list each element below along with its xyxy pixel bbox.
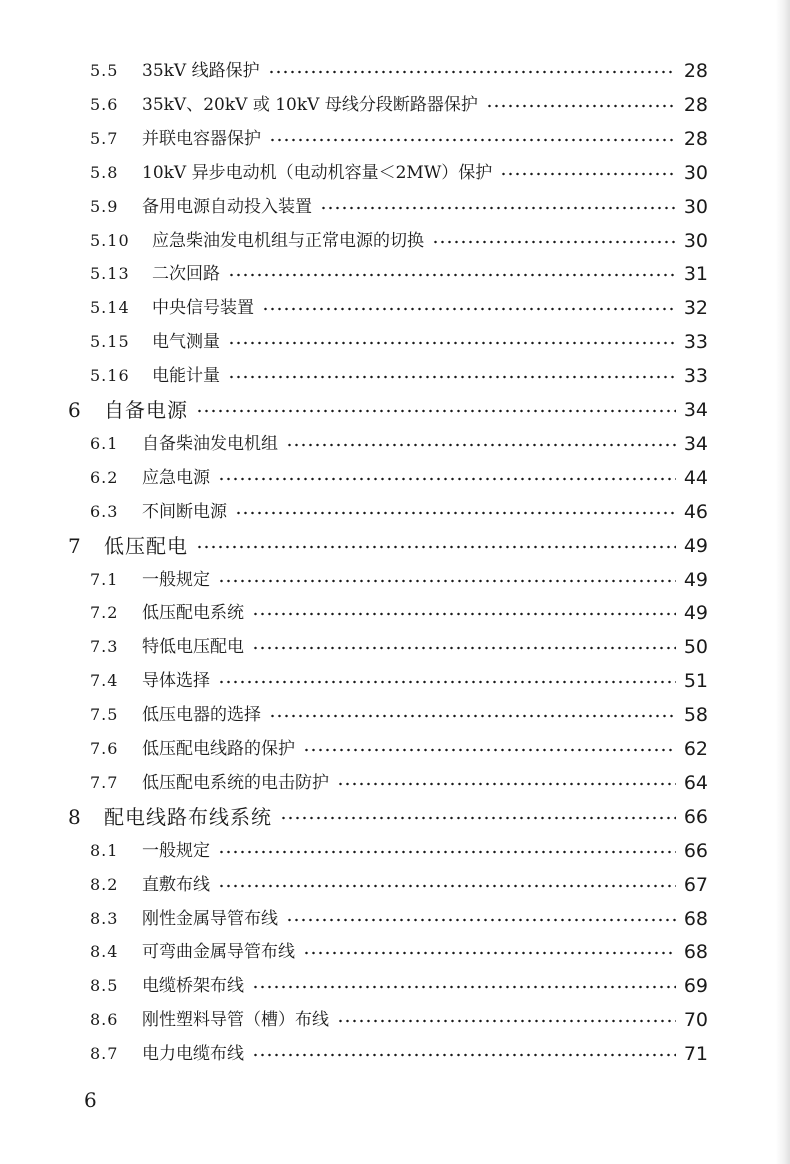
dot-leader: [252, 646, 676, 650]
toc-entry-title: 10kV 异步电动机（电动机容量＜2MW）保护: [142, 162, 493, 183]
toc-section-entry[interactable]: [0, 463, 790, 493]
toc-section-entry[interactable]: [0, 700, 790, 730]
toc-entry-page: 34: [683, 432, 708, 455]
dot-leader: [303, 748, 676, 752]
dot-leader: [280, 816, 676, 820]
dot-leader: [269, 138, 676, 142]
toc-section-entry[interactable]: [0, 971, 790, 1001]
toc-section-entry[interactable]: [0, 226, 790, 256]
toc-section-entry[interactable]: [0, 632, 790, 662]
toc-entry-title: 自备柴油发电机组: [142, 433, 278, 454]
dot-leader: [228, 341, 676, 345]
toc-entry-page: 49: [683, 602, 708, 625]
toc-entry-number: 5.6: [90, 94, 119, 114]
toc-entry-number: 8.2: [90, 874, 119, 894]
dot-leader: [337, 1019, 676, 1023]
toc-section-entry[interactable]: [0, 327, 790, 357]
dot-leader: [228, 375, 676, 379]
toc-section-entry[interactable]: [0, 90, 790, 120]
toc-entry-title: 低压配电: [104, 533, 188, 558]
toc-entry-number: 5.14: [90, 298, 130, 318]
toc-entry-number: 7.3: [90, 637, 119, 657]
toc-entry-title: 电缆桥架布线: [142, 976, 244, 997]
toc-entry-title: 应急柴油发电机组与正常电源的切换: [152, 230, 424, 251]
dot-leader: [218, 579, 676, 583]
toc-chapter-entry[interactable]: [0, 531, 790, 561]
dot-leader: [320, 206, 676, 210]
toc-entry-page: 62: [683, 738, 708, 760]
toc-entry-page: 70: [683, 1009, 708, 1032]
toc-entry-number: 8.6: [90, 1010, 119, 1030]
dot-leader: [500, 172, 676, 176]
toc-entry-title: 低压配电系统的电击防护: [142, 772, 329, 793]
toc-entry-number: 7.4: [90, 671, 119, 691]
dot-leader: [235, 511, 676, 515]
toc-entry-number: 7.6: [90, 739, 119, 758]
toc-entry-page: 69: [683, 975, 708, 998]
toc-entry-page: 49: [683, 568, 708, 591]
toc-entry-title: 电能计量: [152, 366, 220, 387]
toc-entry-number: 5.7: [90, 128, 119, 148]
toc-entry-title: 导体选择: [142, 671, 210, 692]
dot-leader: [432, 240, 676, 244]
toc-entry-page: 33: [683, 331, 708, 354]
toc-entry-number: 7.5: [90, 705, 119, 725]
toc-entry-page: 32: [683, 297, 708, 320]
toc-entry-number: 7.2: [90, 603, 119, 623]
toc-entry-title: 备用电源自动投入装置: [142, 196, 312, 217]
toc-entry-page: 50: [683, 636, 708, 659]
toc-entry-title: 可弯曲金属导管布线: [142, 942, 295, 963]
toc-entry-number: 6: [68, 398, 81, 422]
dot-leader: [252, 612, 676, 616]
toc-entry-number: 6.2: [90, 467, 119, 487]
toc-entry-number: 6.1: [90, 433, 119, 453]
dot-leader: [269, 714, 676, 718]
toc-section-entry[interactable]: [0, 870, 790, 900]
toc-entry-title: 电气测量: [152, 332, 220, 353]
toc-entry-page: 28: [683, 127, 708, 150]
toc-section-entry[interactable]: [0, 361, 790, 391]
toc-section-entry[interactable]: [0, 565, 790, 595]
toc-section-entry[interactable]: [0, 768, 790, 798]
dot-leader: [268, 70, 676, 74]
dot-leader: [262, 307, 676, 311]
toc-section-entry[interactable]: [0, 836, 790, 866]
toc-entry-page: 30: [683, 161, 708, 184]
toc-section-entry[interactable]: [0, 56, 790, 86]
toc-entry-page: 31: [683, 263, 708, 286]
toc-section-entry[interactable]: [0, 734, 790, 764]
toc-entry-page: 67: [683, 873, 708, 896]
toc-entry-page: 68: [683, 941, 708, 964]
toc-section-entry[interactable]: [0, 124, 790, 154]
dot-leader: [218, 850, 676, 854]
toc-entry-title: 电力电缆布线: [142, 1044, 244, 1065]
dot-leader: [303, 951, 676, 955]
toc-entry-number: 7: [68, 533, 81, 558]
toc-entry-title: 配电线路布线系统: [104, 804, 272, 829]
toc-entry-title: 35kV、20kV 或 10kV 母线分段断路器保护: [142, 94, 478, 115]
toc-entry-title: 中央信号装置: [152, 298, 254, 319]
toc-entry-title: 不间断电源: [142, 501, 227, 522]
dot-leader: [286, 443, 676, 447]
dot-leader: [252, 985, 676, 989]
toc-section-entry[interactable]: [0, 497, 790, 527]
toc-section-entry[interactable]: [0, 937, 790, 967]
toc-entry-number: 6.3: [90, 501, 119, 521]
toc-chapter-entry[interactable]: [0, 802, 790, 832]
toc-entry-page: 71: [683, 1043, 708, 1066]
toc-entry-number: 5.16: [90, 366, 130, 386]
toc-section-entry[interactable]: [0, 192, 790, 222]
dot-leader: [486, 104, 676, 108]
toc-entry-page: 66: [683, 839, 708, 862]
toc-entry-page: 46: [683, 500, 708, 523]
dot-leader: [218, 884, 676, 888]
toc-section-entry[interactable]: [0, 1005, 790, 1035]
toc-entry-number: 8.4: [90, 942, 119, 962]
toc-section-entry[interactable]: [0, 429, 790, 459]
dot-leader: [218, 477, 676, 481]
toc-entry-number: 5.5: [90, 61, 119, 80]
toc-entry-page: 34: [683, 399, 708, 421]
toc-section-entry[interactable]: [0, 598, 790, 628]
toc-entry-title: 并联电容器保护: [142, 128, 261, 149]
toc-entry-title: 二次回路: [152, 264, 220, 285]
toc-section-entry[interactable]: [0, 1039, 790, 1069]
toc-entry-number: 8.3: [90, 908, 119, 928]
toc-entry-title: 直敷布线: [142, 874, 210, 895]
toc-entry-title: 一般规定: [142, 569, 210, 590]
toc-entry-number: 8.7: [90, 1044, 119, 1064]
toc-entry-number: 5.9: [90, 196, 119, 216]
toc-entry-number: 8: [68, 804, 81, 829]
toc-chapter-entry[interactable]: [0, 395, 790, 425]
dot-leader: [228, 273, 676, 277]
toc-section-entry[interactable]: [0, 904, 790, 934]
toc-section-entry[interactable]: [0, 158, 790, 188]
toc-section-entry[interactable]: [0, 259, 790, 289]
toc-entry-title: 刚性塑料导管（槽）布线: [142, 1010, 329, 1031]
dot-leader: [252, 1053, 676, 1057]
toc-entry-number: 7.1: [90, 569, 119, 589]
dot-leader: [196, 545, 676, 549]
toc-entry-number: 5.10: [90, 230, 130, 250]
toc-entry-page: 33: [683, 365, 708, 388]
page-number: 6: [84, 1088, 97, 1112]
toc-entry-title: 自备电源: [104, 398, 188, 422]
toc-entry-title: 低压配电系统: [142, 603, 244, 624]
toc-entry-title: 低压电器的选择: [142, 705, 261, 726]
toc-entry-number: 8.1: [90, 840, 119, 860]
toc-entry-number: 5.15: [90, 332, 130, 352]
toc-entry-page: 44: [683, 466, 708, 489]
toc-entry-number: 5.8: [90, 162, 119, 182]
toc-entry-page: 30: [683, 195, 708, 218]
toc-section-entry[interactable]: [0, 666, 790, 696]
toc-entry-page: 68: [683, 907, 708, 930]
toc-entry-page: 30: [683, 229, 708, 252]
toc-entry-number: 8.5: [90, 976, 119, 996]
dot-leader: [218, 680, 676, 684]
toc-entry-page: 66: [683, 805, 708, 828]
toc-entry-page: 64: [683, 771, 708, 794]
page-edge-shadow: [776, 0, 790, 1164]
toc-entry-title: 特低电压配电: [142, 637, 244, 658]
toc-entry-page: 28: [683, 60, 708, 82]
toc-entry-page: 49: [683, 534, 708, 557]
toc-section-entry[interactable]: [0, 293, 790, 323]
toc-entry-title: 35kV 线路保护: [142, 61, 260, 81]
toc-entry-title: 刚性金属导管布线: [142, 908, 278, 929]
toc-entry-page: 51: [683, 670, 708, 693]
dot-leader: [196, 409, 676, 413]
dot-leader: [337, 782, 676, 786]
toc-entry-number: 7.7: [90, 772, 119, 792]
toc-entry-title: 低压配电线路的保护: [142, 739, 295, 759]
dot-leader: [286, 918, 676, 922]
toc-entry-number: 5.13: [90, 264, 130, 284]
toc-entry-page: 58: [683, 704, 708, 727]
toc-entry-page: 28: [683, 93, 708, 116]
toc-entry-title: 应急电源: [142, 467, 210, 488]
toc-entry-title: 一般规定: [142, 840, 210, 861]
